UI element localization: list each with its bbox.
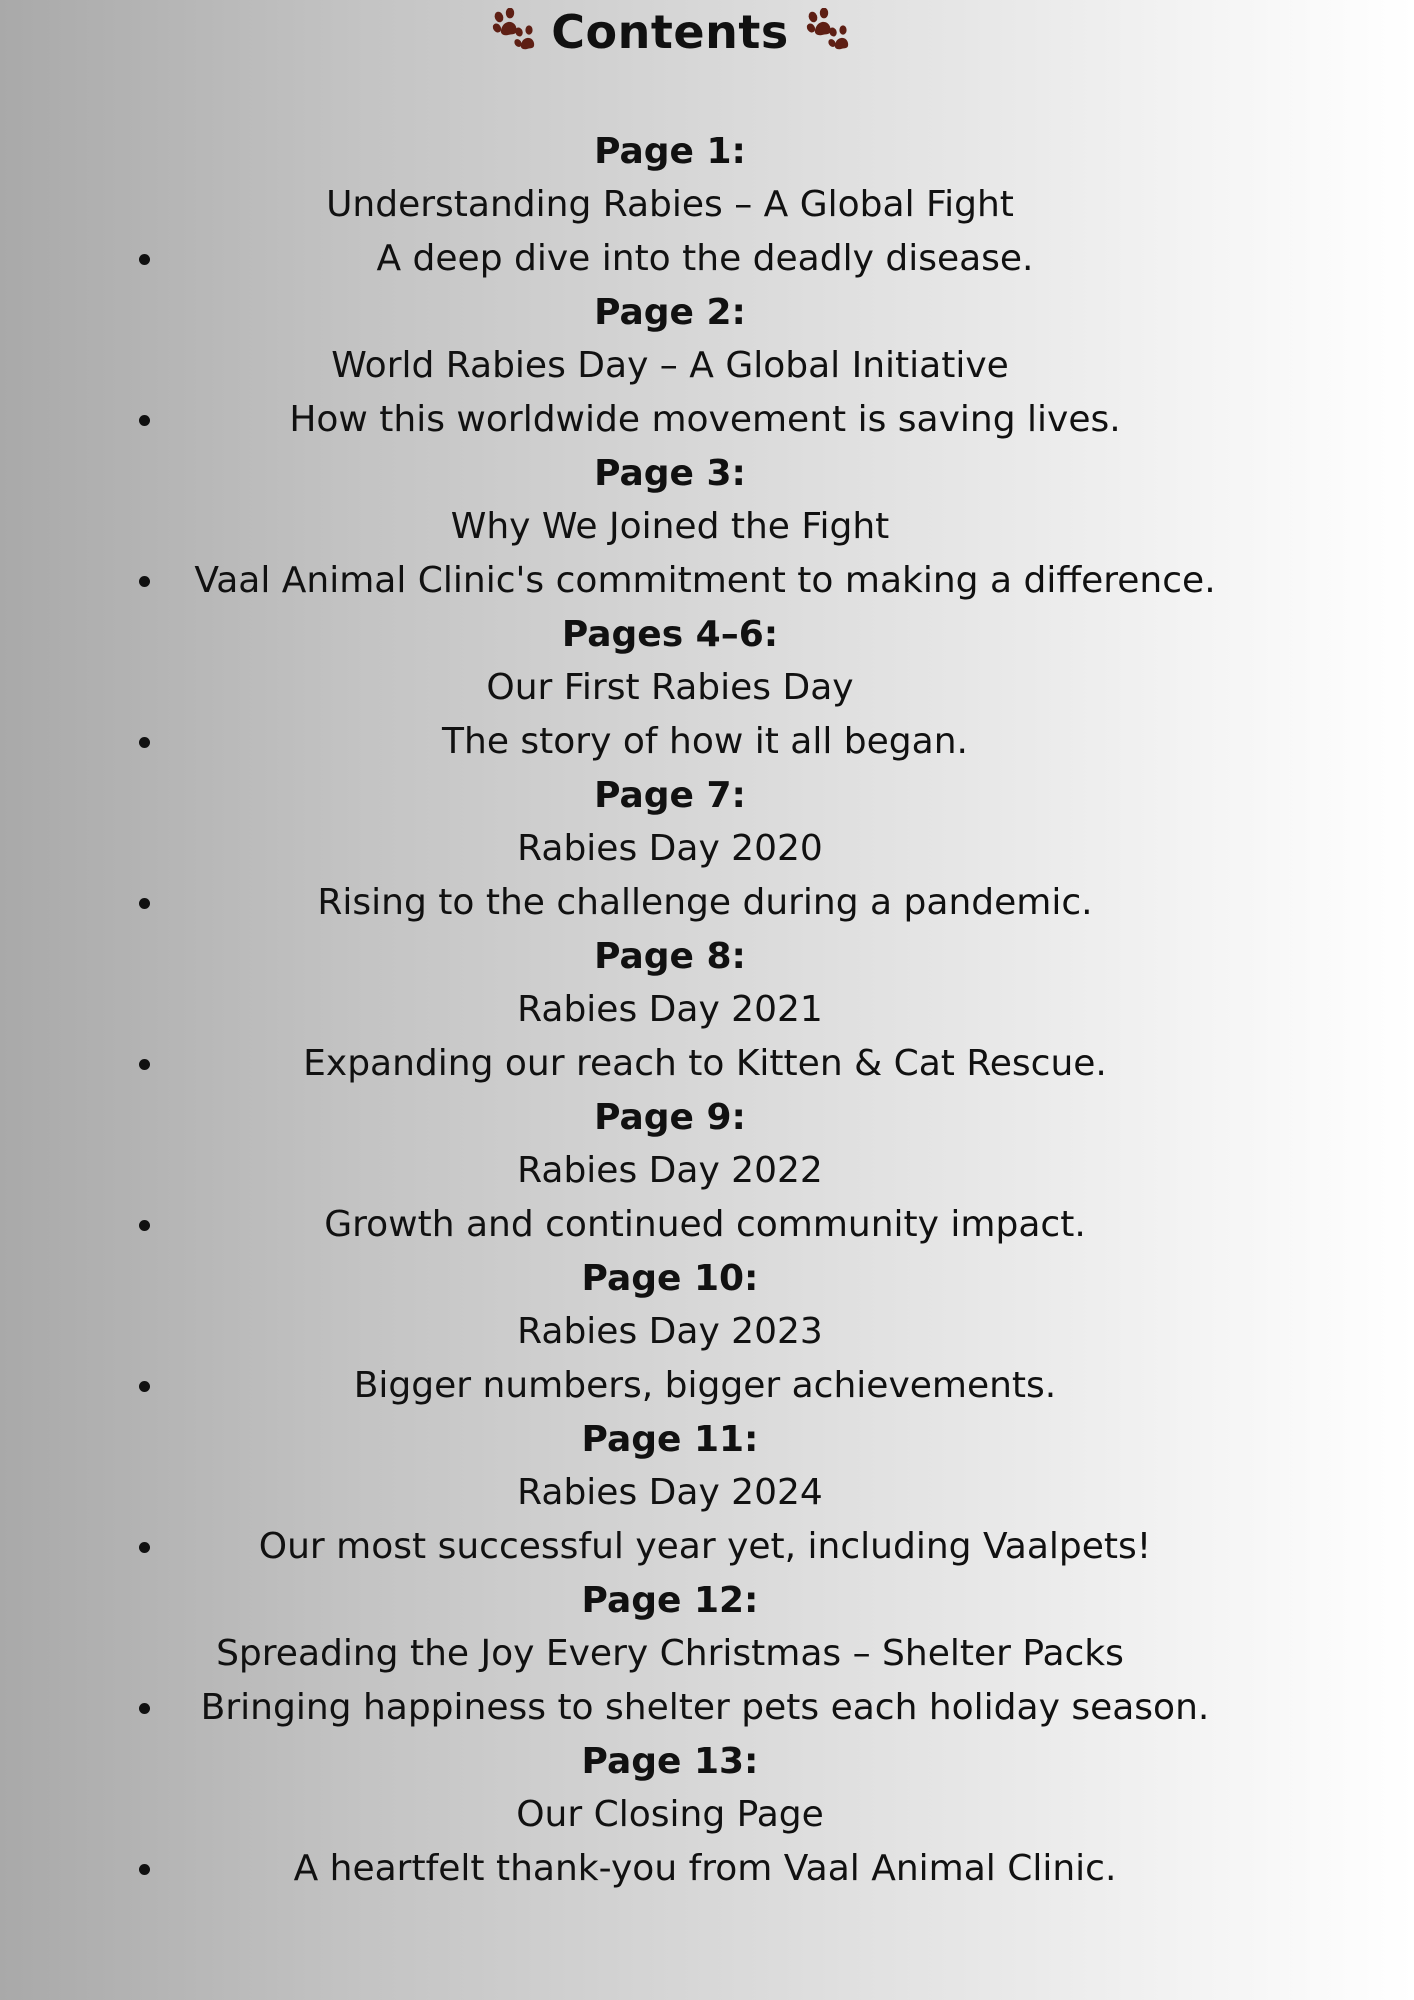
toc-bullet-item bbox=[0, 1842, 1414, 1896]
toc-entry-description: Growth and continued community impact. bbox=[324, 1204, 1086, 1245]
toc-entry-title: Why We Joined the Fight bbox=[450, 506, 890, 547]
toc-page-number: Page 1: bbox=[594, 131, 746, 172]
toc-entry-description: Bigger numbers, bigger achievements. bbox=[353, 1365, 1057, 1406]
toc-page-number: Page 3: bbox=[594, 453, 746, 494]
bullet-icon bbox=[139, 576, 150, 587]
toc-page-number: Page 8: bbox=[594, 936, 746, 977]
toc-entry-title: Spreading the Joy Every Christmas – Shelter Packs bbox=[216, 1633, 1124, 1674]
toc-bullet-item bbox=[0, 393, 1414, 447]
toc-bullet-item bbox=[0, 1681, 1414, 1735]
bullet-icon bbox=[139, 1059, 150, 1070]
toc-entry-title: Our Closing Page bbox=[516, 1794, 824, 1835]
toc-bullet-item bbox=[0, 1037, 1414, 1091]
toc-entry-title: Rabies Day 2024 bbox=[517, 1472, 823, 1513]
toc-entry bbox=[0, 930, 1340, 1091]
toc-entry bbox=[0, 608, 1340, 769]
toc-bullet-item bbox=[0, 1520, 1414, 1574]
toc-bullet-item bbox=[0, 232, 1414, 286]
toc-entry bbox=[0, 1735, 1340, 1896]
toc-entry-description: Rising to the challenge during a pandemic. bbox=[317, 882, 1093, 923]
bullet-icon bbox=[139, 415, 150, 426]
paw-icon bbox=[489, 8, 537, 56]
toc-entry-description: A heartfelt thank-you from Vaal Animal Clinic. bbox=[293, 1848, 1117, 1889]
bullet-icon bbox=[139, 898, 150, 909]
toc-page-number: Page 12: bbox=[581, 1580, 759, 1621]
toc-page-number: Page 9: bbox=[594, 1097, 746, 1138]
toc-entry-title: Understanding Rabies – A Global Fight bbox=[326, 184, 1014, 225]
toc-page-number: Pages 4–6: bbox=[561, 614, 779, 655]
toc-entry-title: Rabies Day 2020 bbox=[517, 828, 823, 869]
bullet-icon bbox=[139, 737, 150, 748]
toc-bullet-item bbox=[0, 876, 1414, 930]
toc-bullet-item bbox=[0, 554, 1414, 608]
toc-entry bbox=[0, 286, 1340, 447]
toc-entry-title: Rabies Day 2023 bbox=[517, 1311, 823, 1352]
toc-entry bbox=[0, 769, 1340, 930]
page-title: Contents bbox=[551, 5, 789, 59]
paw-icon bbox=[803, 8, 851, 56]
toc-entry-description: The story of how it all began. bbox=[442, 721, 968, 762]
toc-page-number: Page 7: bbox=[594, 775, 746, 816]
toc-page-number: Page 10: bbox=[581, 1258, 759, 1299]
toc-bullet-item bbox=[0, 1359, 1414, 1413]
toc-entry bbox=[0, 1413, 1340, 1574]
toc-entry-description: Expanding our reach to Kitten & Cat Rescue. bbox=[303, 1043, 1107, 1084]
toc-page-number: Page 13: bbox=[581, 1741, 759, 1782]
toc-page-number: Page 2: bbox=[594, 292, 746, 333]
bullet-icon bbox=[139, 1220, 150, 1231]
toc-entry-title: Rabies Day 2022 bbox=[517, 1150, 823, 1191]
toc-page-number: Page 11: bbox=[581, 1419, 759, 1460]
toc-entry-description: Bringing happiness to shelter pets each holiday season. bbox=[200, 1687, 1210, 1728]
bullet-icon bbox=[139, 1542, 150, 1553]
table-of-contents bbox=[0, 125, 1340, 1896]
toc-entry-description: How this worldwide movement is saving lives. bbox=[289, 399, 1121, 440]
toc-entry-description: Vaal Animal Clinic's commitment to making a difference. bbox=[194, 560, 1216, 601]
toc-entry bbox=[0, 447, 1340, 608]
toc-entry-description: A deep dive into the deadly disease. bbox=[376, 238, 1034, 279]
toc-entry-title: Rabies Day 2021 bbox=[517, 989, 823, 1030]
toc-entry bbox=[0, 1091, 1340, 1252]
bullet-icon bbox=[139, 1864, 150, 1875]
toc-entry bbox=[0, 1252, 1340, 1413]
toc-entry-title: Our First Rabies Day bbox=[486, 667, 854, 708]
toc-bullet-item bbox=[0, 1198, 1414, 1252]
bullet-icon bbox=[139, 1703, 150, 1714]
title-row bbox=[0, 2, 1340, 62]
toc-entry-title: World Rabies Day – A Global Initiative bbox=[331, 345, 1009, 386]
toc-entry-description: Our most successful year yet, including Vaalpets! bbox=[258, 1526, 1152, 1567]
toc-entry bbox=[0, 125, 1340, 286]
bullet-icon bbox=[139, 1381, 150, 1392]
toc-bullet-item bbox=[0, 715, 1414, 769]
bullet-icon bbox=[139, 254, 150, 265]
toc-entry bbox=[0, 1574, 1340, 1735]
